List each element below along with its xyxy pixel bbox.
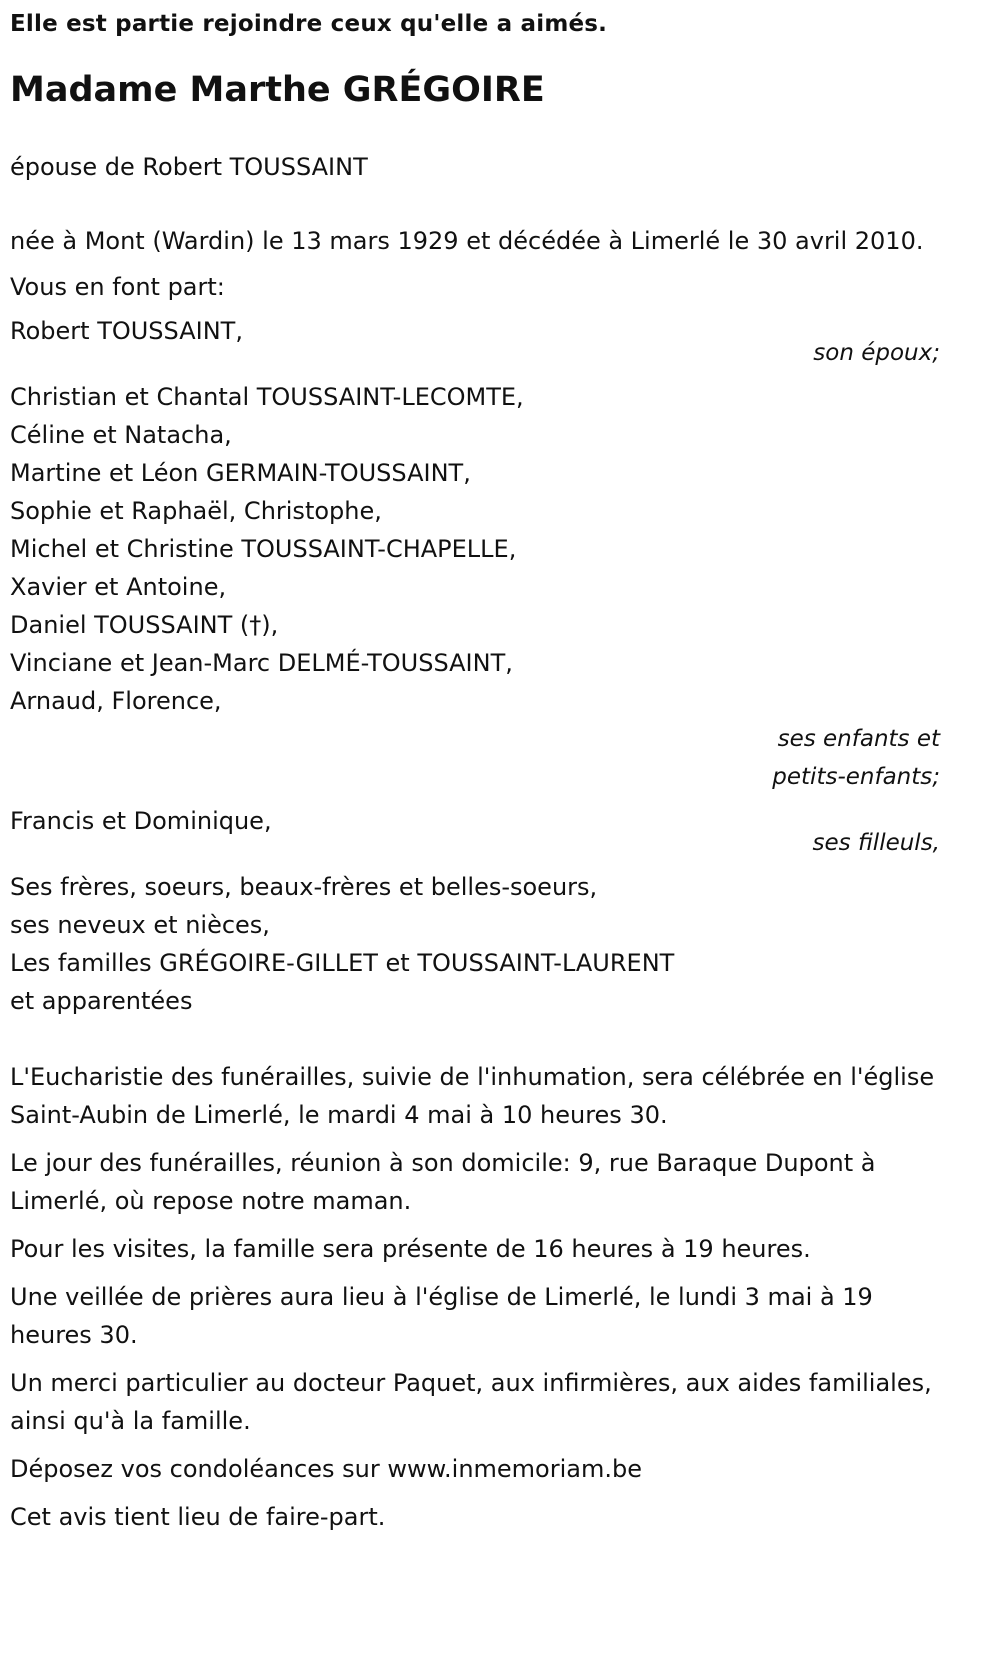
family-name-line: Francis et Dominique, xyxy=(10,807,272,835)
family-group-godchildren xyxy=(10,802,940,862)
relation-label: son époux; xyxy=(813,340,940,366)
family-name-line: Robert TOUSSAINT, xyxy=(10,317,243,345)
notice-paragraph: Cet avis tient lieu de faire-part. xyxy=(10,1503,386,1531)
family-name-line: Michel et Christine TOUSSAINT-CHAPELLE, xyxy=(10,535,517,563)
deceased-name: Madame Marthe GRÉGOIRE xyxy=(10,70,545,110)
family-name-line: Daniel TOUSSAINT (†), xyxy=(10,611,279,639)
intro-line: Elle est partie rejoindre ceux qu'elle a aimés. xyxy=(10,11,608,37)
extended-family xyxy=(10,868,940,1020)
family-name-line: Martine et Léon GERMAIN-TOUSSAINT, xyxy=(10,459,471,487)
family-line: Ses frères, soeurs, beaux-frères et belles-soeurs, xyxy=(10,873,598,901)
family-name-line: Christian et Chantal TOUSSAINT-LECOMTE, xyxy=(10,383,524,411)
thanks-paragraph: Un merci particulier au docteur Paquet, aux infirmières, aux aides familiales, ainsi qu'à la famille. xyxy=(10,1369,932,1435)
family-name-line: Vinciane et Jean-Marc DELMÉ-TOUSSAINT, xyxy=(10,649,513,677)
vigil-paragraph: Une veillée de prières aura lieu à l'église de Limerlé, le lundi 3 mai à 19 heures 30. xyxy=(10,1283,873,1349)
spouse-line: épouse de Robert TOUSSAINT xyxy=(10,153,368,181)
relation-label: ses enfants et xyxy=(777,726,940,752)
announce-line: Vous en font part: xyxy=(10,273,225,301)
funeral-paragraph: L'Eucharistie des funérailles, suivie de l'inhumation, sera célébrée en l'église Saint-Aubin de Limerlé, le mardi 4 mai à 10 heures 30. xyxy=(10,1063,935,1129)
relation-label: ses filleuls, xyxy=(812,830,940,856)
family-name-line: Céline et Natacha, xyxy=(10,421,232,449)
family-line: ses neveux et nièces, xyxy=(10,911,270,939)
obituary-notice xyxy=(10,0,940,1536)
birth-death-line: née à Mont (Wardin) le 13 mars 1929 et décédée à Limerlé le 30 avril 2010. xyxy=(10,227,924,255)
condolences-paragraph: Déposez vos condoléances sur www.inmemoriam.be xyxy=(10,1455,642,1483)
family-group-spouse xyxy=(10,312,940,372)
family-name-line: Arnaud, Florence, xyxy=(10,687,222,715)
relation-label: petits-enfants; xyxy=(772,764,940,790)
family-group-children xyxy=(10,378,940,796)
family-name-line: Sophie et Raphaël, Christophe, xyxy=(10,497,382,525)
visits-paragraph: Pour les visites, la famille sera présente de 16 heures à 19 heures. xyxy=(10,1235,811,1263)
home-paragraph: Le jour des funérailles, réunion à son domicile: 9, rue Baraque Dupont à Limerlé, où repose notre maman. xyxy=(10,1149,876,1215)
family-line: et apparentées xyxy=(10,987,193,1015)
family-line: Les familles GRÉGOIRE-GILLET et TOUSSAINT-LAURENT xyxy=(10,949,675,977)
family-name-line: Xavier et Antoine, xyxy=(10,573,227,601)
